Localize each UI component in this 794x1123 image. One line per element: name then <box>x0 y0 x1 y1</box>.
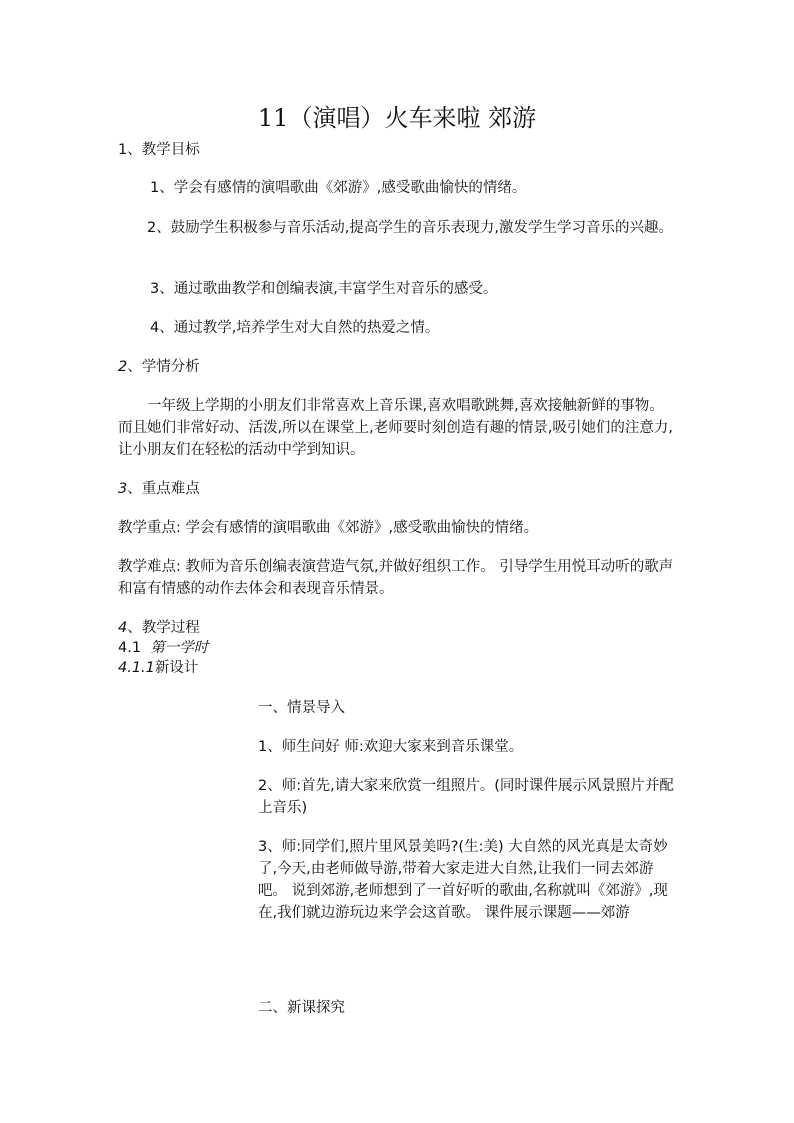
objective-4: 4、通过教学,培养学生对大自然的热爱之情。 <box>150 320 440 336</box>
section-2-number: 2 <box>118 359 128 375</box>
objective-1: 1、学会有感情的演唱歌曲《郊游》,感受歌曲愉快的情绪。 <box>150 180 527 196</box>
section-3-heading <box>118 478 200 500</box>
subsection-4-1 <box>118 637 208 659</box>
difficulty-text: 教学难点: 教师为音乐创编表演营造气氛,并做好组织工作。 引导学生用悦耳动听的歌声和富有情感的动作去体会和表现音乐情景。 <box>118 559 674 597</box>
objective-2: 2、鼓励学生积极参与音乐活动,提高学生的音乐表现力,激发学生学习音乐的兴趣。 <box>147 220 673 236</box>
key-point-text: 教学重点: 学会有感情的演唱歌曲《郊游》,感受歌曲愉快的情绪。 <box>118 520 539 536</box>
part-1-heading: 一、情景导入 <box>258 700 345 716</box>
objective-3: 3、通过歌曲教学和创编表演,丰富学生对音乐的感受。 <box>150 281 498 297</box>
learner-analysis-text: 一年级上学期的小朋友们非常喜欢上音乐课,喜欢唱歌跳舞,喜欢接触新鲜的事物。而且她们非常好动、活泼,所以在课堂上,老师要时刻创造有趣的情景,吸引她们的注意力,让小朋友们在轻松的活动中学到知识。 <box>118 398 673 458</box>
section-4-label: 、教学过程 <box>127 620 200 636</box>
subsection-4-1-1 <box>118 657 198 679</box>
section-2-heading <box>118 356 200 378</box>
step-3: 3、师:同学们,照片里风景美吗?(生:美) 大自然的风光真是太奇妙了,今天,由老师做导游,带着大家走进大自然,让我们一同去郊游吧。 说到郊游,老师想到了一首好听的歌曲,名称就叫《郊游》,现在,我们就边游玩边来学会这首歌。 课件展示课题——郊游 <box>258 839 668 921</box>
section-1-heading: 1、教学目标 <box>118 142 200 158</box>
subsection-4-1-number: 4.1 <box>118 640 151 656</box>
section-4-heading <box>118 617 200 639</box>
step-2: 2、师:首先,请大家来欣赏一组照片。(同时课件展示风景照片并配上音乐) <box>258 778 674 816</box>
section-4-number: 4 <box>118 620 128 636</box>
step-1: 1、师生问好 师:欢迎大家来到音乐课堂。 <box>258 739 524 755</box>
document-title: 11（演唱）火车来啦 郊游 <box>257 104 537 132</box>
section-3-label: 、重点难点 <box>127 481 200 497</box>
section-3-number: 3 <box>118 481 128 497</box>
subsection-4-1-1-number: 4.1.1 <box>118 660 155 676</box>
part-2-heading: 二、新课探究 <box>258 1000 345 1016</box>
section-2-label: 、学情分析 <box>127 359 200 375</box>
subsection-4-1-label: 第一学时 <box>150 640 209 656</box>
subsection-4-1-1-label: 新设计 <box>154 660 199 676</box>
